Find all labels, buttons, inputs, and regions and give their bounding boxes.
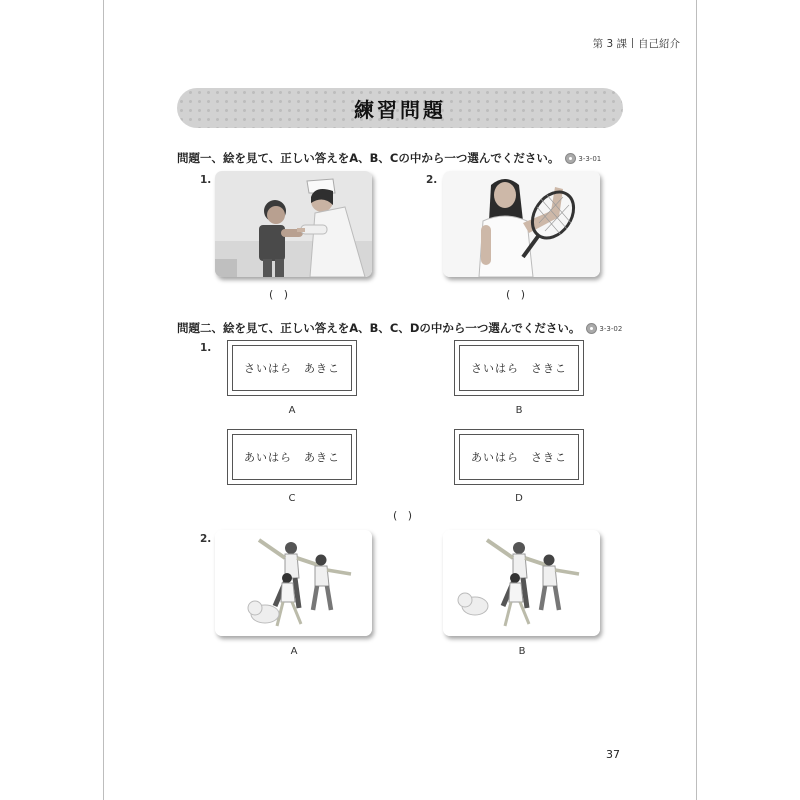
option-a-label[interactable]: A — [288, 405, 296, 416]
name-card-d-text: あいはら さきこ — [471, 451, 567, 464]
q2-item-1-number: 1. — [200, 342, 212, 354]
family-dog-photo-a — [215, 530, 372, 636]
exercise-title: 練習問題 — [354, 97, 446, 122]
question-2-instruction — [177, 320, 622, 336]
tennis-player-photo — [443, 171, 600, 277]
q2-item-1-answer[interactable]: ( ) — [393, 509, 413, 522]
name-card-a — [227, 340, 357, 396]
name-card-a-text: さいはら あきこ — [244, 362, 340, 375]
name-card-b — [454, 340, 584, 396]
q2-item-2-number: 2. — [200, 533, 212, 545]
nurse-vaccination-photo — [215, 171, 372, 277]
audio-track-2-label: 3-3-02 — [599, 325, 623, 333]
q1-item-2-number: 2. — [426, 174, 438, 186]
photo-option-a-label[interactable]: A — [290, 646, 298, 657]
name-card-c-text: あいはら あきこ — [244, 451, 340, 464]
audio-track-1[interactable] — [565, 153, 601, 164]
option-b-label[interactable]: B — [515, 405, 523, 416]
question-1-text: 問題一、絵を見て、正しい答えをA、B、Cの中から一つ選んでください。 — [177, 151, 560, 165]
q1-item-1-number: 1. — [200, 174, 212, 186]
photo-option-b-label[interactable]: B — [518, 646, 526, 657]
page-header — [593, 36, 680, 51]
q1-item-1-answer[interactable]: ( ) — [269, 288, 289, 301]
question-2-text: 問題二、絵を見て、正しい答えをA、B、C、Dの中から一つ選んでください。 — [177, 321, 581, 335]
q1-item-2-answer[interactable]: ( ) — [506, 288, 526, 301]
audio-track-2[interactable] — [586, 323, 622, 334]
option-d-label[interactable]: D — [515, 493, 523, 504]
audio-track-1-label: 3-3-01 — [578, 155, 602, 163]
name-card-d — [454, 429, 584, 485]
exercise-banner — [177, 88, 623, 128]
textbook-page — [103, 0, 697, 800]
family-dog-photo-b — [443, 530, 600, 636]
header-divider — [632, 38, 633, 48]
lesson-label: 第 3 課 — [592, 38, 627, 50]
page-number: 37 — [606, 748, 620, 761]
name-card-b-text: さいはら さきこ — [471, 362, 567, 375]
name-card-c — [227, 429, 357, 485]
option-c-label[interactable]: C — [288, 493, 296, 504]
audio-cd-icon — [586, 323, 597, 334]
audio-cd-icon — [565, 153, 576, 164]
question-1-instruction — [177, 150, 601, 166]
lesson-topic: 自己紹介 — [638, 38, 680, 50]
